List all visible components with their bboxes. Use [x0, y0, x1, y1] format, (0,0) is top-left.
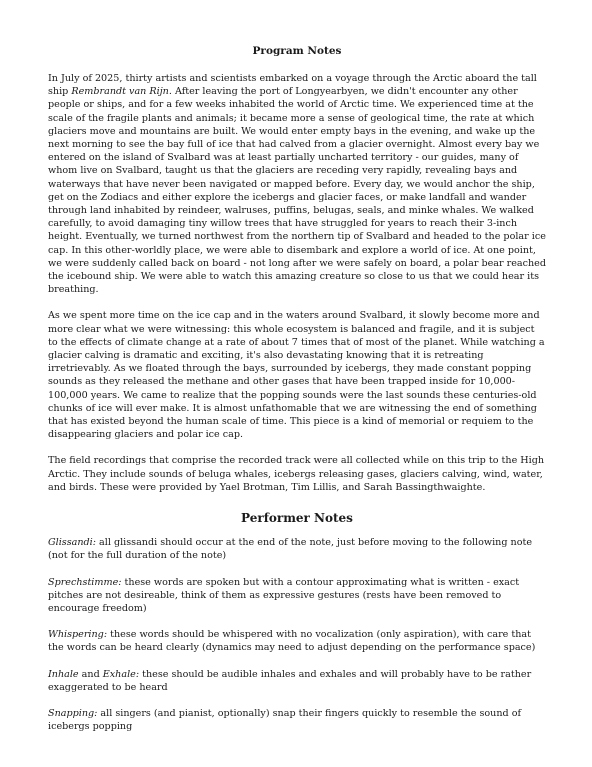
program-notes-paragraph-3: The field recordings that comprise the recorded track were all collected while on this trip to the High Arctic. They include sounds of beluga whales, icebergs releasing gases, glaciers calving, wind, water, and birds. These were provided by Yael Brotman, Tim Lillis, and Sarah Bassingthwaighte.	[48, 455, 545, 493]
whispering-text: these words should be whispered with no vocalization (only aspiration), with care that the words can be heard clearly (dynamics may need to adjust depending on the performance space)	[48, 629, 536, 654]
program-notes-heading: Program Notes	[252, 45, 342, 57]
program-notes-paragraph-1	[48, 72, 546, 296]
p1-text-a: In July of 2025, thirty artists and scientists embarked on a voyage through the Arctic aboard the tall ship	[48, 73, 537, 98]
note-snapping	[48, 707, 546, 733]
inhale-term: Inhale	[48, 668, 79, 680]
sprechstimme-term: Sprechstimme:	[48, 576, 122, 588]
snapping-term: Snapping:	[48, 707, 98, 719]
inhale-and: and	[78, 668, 103, 680]
exhale-term: Exhale:	[102, 668, 140, 680]
glissandi-text: all glissandi should occur at the end of the note, just before moving to the following note (not for the full duration of the note)	[48, 537, 533, 562]
program-notes-paragraph-2: As we spent more time on the ice cap and in the waters around Svalbard, it slowly become more and more clear what we were witnessing: this whole ecosystem is balanced and fragile, and it is subject to the effects of climate change at a rate of about 7 times that of most of the planet. While watching a glacier calving is dramatic and exciting, it's also devastating knowing that it is retreating irretrievably. As we floated through the bays, surrounded by icebergs, they made constant popping sounds as they released the methane and other gases that have been trapped inside for 10,000-100,000 years. We came to realize that the popping sounds were the last sounds these centuries-old chunks of ice will ever make. It is almost unfathomable that we are witnessing the end of something that has existed beyond the human scale of time. This piece is a kind of memorial or requiem to the disappearing glaciers and polar ice cap.	[48, 310, 545, 441]
note-glissandi	[48, 536, 546, 562]
inhale-text: these should be audible inhales and exhales and will probably have to be rather exaggerated to be heard	[48, 668, 532, 693]
sprechstimme-text: these words are spoken but with a contour approximating what is written - exact pitches are not desireable, think of them as expressive gestures (rests have been removed to encourage freedom)	[48, 576, 520, 614]
performer-notes-heading: Performer Notes	[241, 511, 353, 526]
ship-name: Rembrandt van Rijn	[71, 86, 169, 98]
p1-text-b: . After leaving the port of Longyearbyen, we didn't encounter any other people or ships, and for a few weeks inhabited the world of Arctic time. We experienced time at the scale of the fragile plants and animals; it became more a sense of geological time, the rate at which glaciers move and mountains are built. We would enter empty bays in the evening, and wake up the next morning to see the bay full of ice that had calved from a glacier overnight. Almost every bay we entered on the island of Svalbard was at least partially uncharted territory - our guides, many of whom live on Svalbard, taught us that the glaciers are receding very rapidly, revealing bays and waterways that have never been navigated or mapped before. Every day, we would anchor the ship, get on the Zodiacs and either explore the icebergs and glacier faces, or make landfall and wander through land inhabited by reindeer, walruses, puffins, belugas, seals, and minke whales. We walked carefully, to avoid damaging tiny willow trees that have struggled for years to reach their 3-inch height. Eventually, we turned northwest from the northern tip of Svalbard and headed to the polar ice cap. In this other-worldly place, we were able to disembark and explore a world of ice. At one point, we were suddenly called back on board - not long after we were safely on board, a polar bear reached the icebound ship. We were able to watch this amazing creature so close to us that we could hear its breathing.	[48, 86, 546, 296]
snapping-text: all singers (and pianist, optionally) snap their fingers quickly to resemble the sound of icebergs popping	[48, 707, 522, 733]
glissandi-term: Glissandi:	[48, 537, 96, 549]
note-sprechstimme	[48, 576, 546, 616]
note-whispering	[48, 628, 546, 654]
note-inhale-exhale	[48, 668, 546, 694]
whispering-term: Whispering:	[48, 629, 108, 641]
